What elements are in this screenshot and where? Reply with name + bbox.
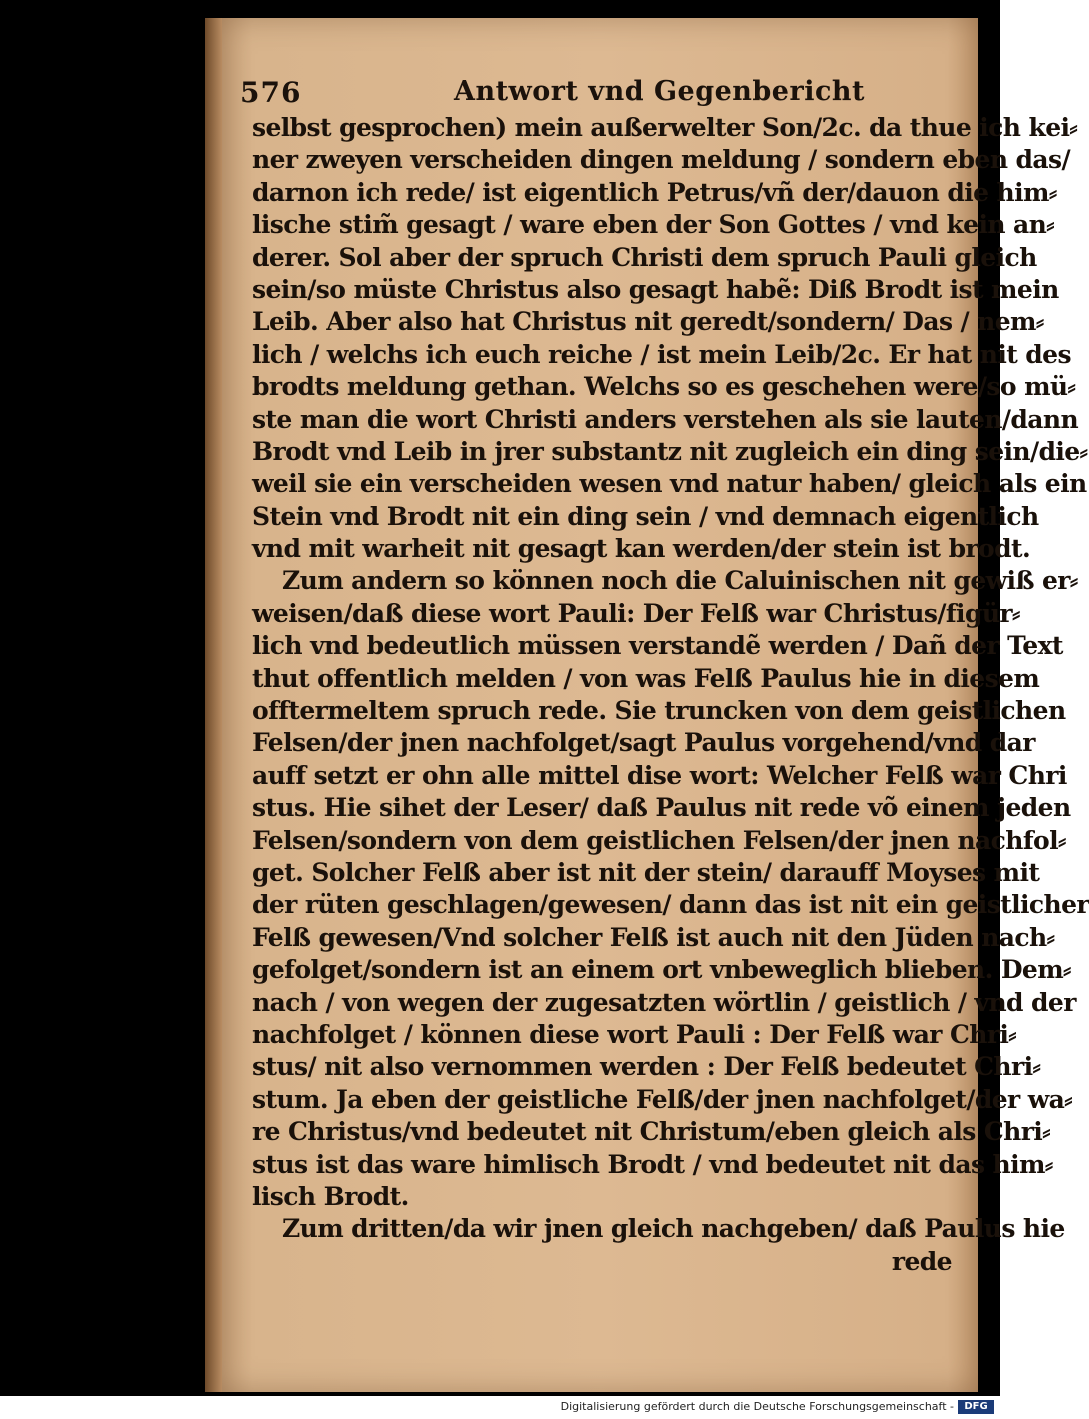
- text-line: ste man die wort Christi anders verstehen als sie lauten/dann: [252, 404, 1079, 434]
- text-line: sein/so müste Christus also gesagt habẽ: Diß Brodt ist mein: [252, 274, 1059, 304]
- text-line: darnon ich rede/ ist eigentlich Petrus/vñ der/dauon die him⸗: [252, 177, 1057, 207]
- text-line: nachfolget / können diese wort Pauli : Der Felß war Chri⸗: [252, 1019, 1017, 1049]
- text-line: weisen/daß diese wort Pauli: Der Felß war Christus/figür⸗: [252, 598, 1020, 628]
- text-line: lische stim̃ gesagt / ware eben der Son Gottes / vnd kein an⸗: [252, 210, 1054, 240]
- text-line: vnd mit warheit nit gesagt kan werden/der stein ist brodt.: [252, 534, 1031, 564]
- text-line: Felß gewesen/Vnd solcher Felß ist auch nit den Jüden nach⸗: [252, 922, 1055, 952]
- text-line: thut offentlich melden / von was Felß Paulus hie in diesem: [252, 663, 1040, 693]
- catchword: rede: [891, 1246, 952, 1276]
- paragraph-start-line: Zum andern so können noch die Caluinischen nit gewiß er⸗: [282, 566, 1078, 596]
- text-line: stum. Ja eben der geistliche Felß/der jnen nachfolget/der wa⸗: [252, 1084, 1072, 1114]
- text-line: Brodt vnd Leib in jrer substantz nit zugleich ein ding sein/die⸗: [252, 436, 1088, 466]
- text-line: Felsen/sondern von dem geistlichen Felsen/der jnen nachfol⸗: [252, 825, 1066, 855]
- text-line: brodts meldung gethan. Welchs so es geschehen were/so mü⸗: [252, 372, 1076, 402]
- text-line: ner zweyen verscheiden dingen meldung / sondern eben das/: [252, 145, 1070, 175]
- text-line: stus/ nit also vernommen werden : Der Felß bedeutet Chri⸗: [252, 1052, 1041, 1082]
- text-line: lisch Brodt.: [252, 1181, 409, 1211]
- text-line: gefolget/sondern ist an einem ort vnbeweglich blieben. Dem⸗: [252, 955, 1071, 985]
- page-header: [240, 76, 980, 116]
- text-line: weil sie ein verscheiden wesen vnd natur haben/ gleich als ein: [252, 469, 1087, 499]
- text-line: offtermeltem spruch rede. Sie truncken von dem geistlichen: [252, 696, 1066, 726]
- text-line: nach / von wegen der zugesatzten wörtlin / geistlich / vnd der: [252, 987, 1076, 1017]
- paragraph-start-line: Zum dritten/da wir jnen gleich nachgeben/ daß Paulus hie: [282, 1214, 1065, 1244]
- text-line: der rüten geschlagen/gewesen/ dann das ist nit ein geistlicher: [252, 890, 1089, 920]
- text-line: stus ist das ware himlisch Brodt / vnd bedeutet nit das him⸗: [252, 1149, 1053, 1179]
- body-text: [252, 112, 1089, 1278]
- digitization-footer: [0, 1396, 1000, 1419]
- text-line: Felsen/der jnen nachfolget/sagt Paulus vorgehend/vnd dar: [252, 728, 1035, 758]
- page-number: 576: [240, 76, 302, 109]
- text-line: Leib. Aber also hat Christus nit geredt/sondern/ Das / nem⸗: [252, 307, 1044, 337]
- text-line: selbst gesprochen) mein außerwelter Son/2c. da thue ich kei⸗: [252, 113, 1078, 142]
- page-edge: [205, 18, 222, 1392]
- text-line: derer. Sol aber der spruch Christi dem spruch Pauli gleich: [252, 242, 1037, 272]
- text-line: auff setzt er ohn alle mittel dise wort: Welcher Felß war Chri: [252, 760, 1067, 790]
- text-line: stus. Hie sihet der Leser/ daß Paulus nit rede võ einem jeden: [252, 793, 1071, 823]
- text-line: get. Solcher Felß aber ist nit der stein/ darauff Moyses mit: [252, 857, 1040, 887]
- text-line: re Christus/vnd bedeutet nit Christum/eben gleich als Chri⸗: [252, 1117, 1050, 1147]
- funding-credit: Digitalisierung gefördert durch die Deutsche Forschungsgemeinschaft -: [560, 1400, 954, 1413]
- text-line: lich / welchs ich euch reiche / ist mein Leib/2c. Er hat nit des: [252, 339, 1071, 369]
- running-head: Antwort vnd Gegenbericht: [454, 76, 866, 107]
- text-line: Stein vnd Brodt nit ein ding sein / vnd demnach eigentlich: [252, 501, 1039, 531]
- text-line: lich vnd bedeutlich müssen verstandẽ werden / Dañ der Text: [252, 631, 1063, 661]
- dfg-logo: DFG: [958, 1400, 994, 1414]
